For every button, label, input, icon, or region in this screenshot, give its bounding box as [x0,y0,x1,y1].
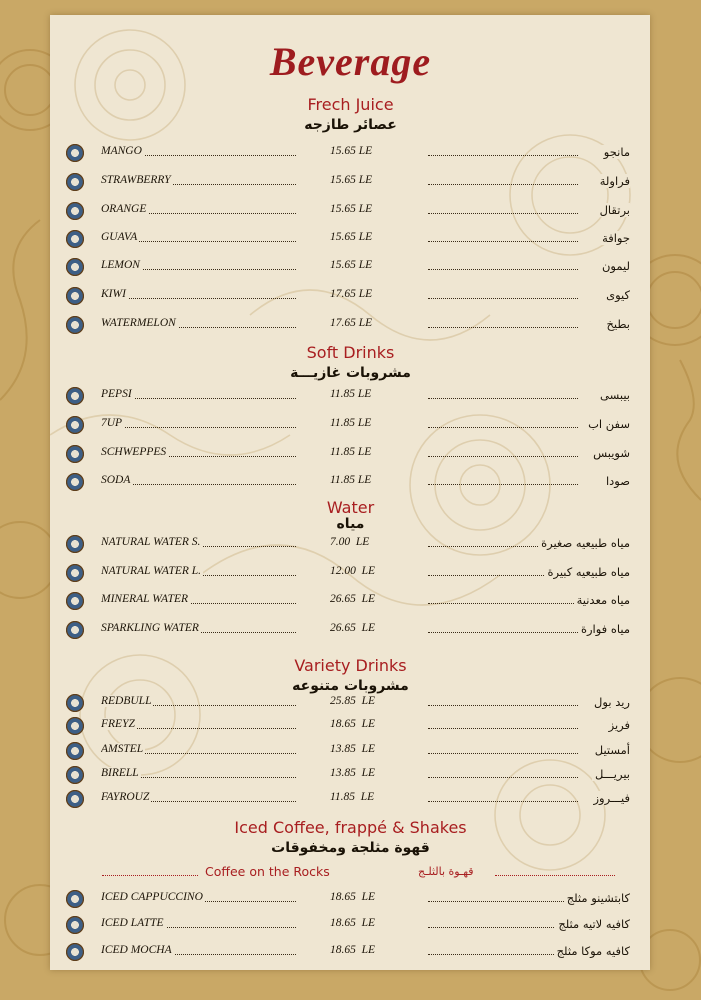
item-price: 13.85 LE [330,743,376,755]
item-name-arabic: مانجو [601,145,630,159]
leader-dots-arabic [428,241,578,242]
menu-item-pepsi [0,387,701,407]
emblem-icon [66,717,84,735]
leader-dots-arabic [428,398,578,399]
section-title-soft-drinks-arabic: مشروبات غازيـــة [290,365,411,381]
item-name-arabic: كيوى [603,288,630,302]
emblem-icon [66,144,84,162]
item-name: ICED MOCHA [101,944,172,956]
menu-item-watermelon [0,316,701,336]
item-name-arabic: مياه معدنية [574,593,630,607]
item-name: LEMON [101,259,140,271]
menu-item-iced-mocha [0,943,701,963]
leader-dots-arabic [428,484,578,485]
item-price: 11.85 LE [330,388,372,400]
section-title-water: Water [326,498,375,517]
leader-dots [101,427,296,428]
menu-item-fayrouz [0,790,701,810]
leader-dots-arabic [428,603,578,604]
item-name: 7UP [101,417,123,429]
section-title-fresh-juice: Frech Juice [307,95,394,114]
item-name-arabic: سفن اب [585,417,630,431]
item-price: 18.65 LE [330,917,376,929]
item-name: MINERAL WATER [101,593,189,605]
item-price: 18.65 LE [330,718,376,730]
item-name-arabic: بطيخ [603,317,630,331]
section-title-soft-drinks: Soft Drinks [306,343,395,362]
menu-item-orange [0,202,701,222]
menu-item-mango [0,144,701,164]
leader-dots-arabic [428,327,578,328]
emblem-icon [66,790,84,808]
item-name-arabic: أمستيل [592,743,630,757]
menu-item-redbull [0,694,701,714]
menu-item-sparkling-water [0,621,701,641]
menu-item-iced-latte [0,916,701,936]
item-price: 15.65 LE [330,203,373,215]
menu-item-natural-water-l [0,564,701,584]
emblem-icon [66,943,84,961]
item-price: 11.85 LE [330,446,372,458]
emblem-icon [66,258,84,276]
emblem-icon [66,202,84,220]
item-name: ICED LATTE [101,917,164,929]
emblem-icon [66,694,84,712]
item-name: REDBULL [101,695,152,707]
item-name: BIRELL [101,767,139,779]
subheading-dots-left [102,875,198,876]
item-price: 13.85 LE [330,767,376,779]
item-name-arabic: كافيه موكا مثلج [554,944,630,958]
emblem-icon [66,473,84,491]
item-name-arabic: فيـــروز [590,791,630,805]
emblem-icon [66,316,84,334]
item-price: 18.65 LE [330,891,376,903]
menu-item-iced-cappuccino [0,890,701,910]
item-name: PEPSI [101,388,132,400]
menu-item-lemon [0,258,701,278]
item-price: 17.65 LE [330,317,373,329]
emblem-icon [66,916,84,934]
item-price: 15.65 LE [330,259,373,271]
leader-dots-arabic [428,213,578,214]
item-name-arabic: ليمون [599,259,630,273]
emblem-icon [66,592,84,610]
leader-dots-arabic [428,155,578,156]
menu-item-mineral-water [0,592,701,612]
item-name-arabic: شويبس [590,446,630,460]
item-name-arabic: كابتشينو مثلج [564,891,630,905]
emblem-icon [66,230,84,248]
item-price: 11.85 LE [330,474,372,486]
menu-item-kiwi [0,287,701,307]
item-name: KIWI [101,288,126,300]
item-price: 15.65 LE [330,231,373,243]
menu-item-soda [0,473,701,493]
leader-dots-arabic [428,632,578,633]
item-name: STRAWBERRY [101,174,171,186]
emblem-icon [66,387,84,405]
leader-dots-arabic [428,456,578,457]
item-name-arabic: ريد بول [591,695,630,709]
item-name: ORANGE [101,203,147,215]
menu-item-guava [0,230,701,250]
menu-item-freyz [0,717,701,737]
item-name: FAYROUZ [101,791,150,803]
item-name: NATURAL WATER S. [101,536,201,548]
item-name-arabic: مياه طبيعيه صغيرة [538,536,630,550]
section-title-iced-coffee: Iced Coffee, frappé & Shakes [234,818,467,837]
section-title-fresh-juice-arabic: عصائر طازجه [304,117,397,133]
leader-dots-arabic [428,184,578,185]
emblem-icon [66,621,84,639]
menu-item-natural-water-s [0,535,701,555]
item-name-arabic: مياه فوارة [578,622,630,636]
menu-item-schweppes [0,445,701,465]
emblem-icon [66,890,84,908]
leader-dots-arabic [428,427,578,428]
section-title-variety-drinks: Variety Drinks [294,656,407,675]
item-name: WATERMELON [101,317,176,329]
leader-dots [101,298,296,299]
item-name: NATURAL WATER L. [101,565,202,577]
menu-item-strawberry [0,173,701,193]
item-price: 17.65 LE [330,288,373,300]
leader-dots-arabic [428,705,578,706]
item-name-arabic: بيبسى [597,388,630,402]
item-price: 15.65 LE [330,145,373,157]
subheading-coffee-on-the-rocks-arabic: قهـوة بالثلـج [418,865,474,878]
item-name-arabic: صودا [603,474,630,488]
item-name: SPARKLING WATER [101,622,199,634]
item-name-arabic: كافيه لاتيه مثلج [555,917,630,931]
item-name: SCHWEPPES [101,446,167,458]
item-name: ICED CAPPUCCINO [101,891,203,903]
item-name-arabic: فراولة [597,174,630,188]
item-name-arabic: جوافة [599,231,630,245]
item-price: 25.85 LE [330,695,376,707]
emblem-icon [66,766,84,784]
item-price: 7.00 LE [330,536,370,548]
menu-item-birell [0,766,701,786]
item-name-arabic: برتقال [597,203,630,217]
item-name-arabic: بيريـــل [592,767,630,781]
leader-dots-arabic [428,777,578,778]
subheading-dots-right [495,875,615,876]
section-title-iced-coffee-arabic: قهوة مثلجة ومخفوقات [271,840,430,856]
leader-dots-arabic [428,801,578,802]
menu-item-7up [0,416,701,436]
emblem-icon [66,535,84,553]
emblem-icon [66,742,84,760]
item-name: GUAVA [101,231,138,243]
item-name: AMSTEL [101,743,144,755]
leader-dots-arabic [428,298,578,299]
item-price: 11.85 LE [330,417,372,429]
item-name-arabic: مياه طبيعيه كبيرة [544,565,630,579]
subheading-coffee-on-the-rocks: Coffee on the Rocks [205,864,330,879]
item-name: FREYZ [101,718,135,730]
emblem-icon [66,173,84,191]
section-title-water-arabic: مياه [336,516,365,532]
item-price: 15.65 LE [330,174,373,186]
leader-dots-arabic [428,753,578,754]
item-price: 26.65 LE [330,622,376,634]
item-name: MANGO [101,145,142,157]
item-price: 18.65 LE [330,944,376,956]
item-price: 26.65 LE [330,593,376,605]
leader-dots-arabic [428,901,578,902]
leader-dots-arabic [428,728,578,729]
leader-dots-arabic [428,269,578,270]
item-price: 11.85 LE [330,791,375,803]
emblem-icon [66,564,84,582]
menu-item-amstel [0,742,701,762]
menu-title: Beverage [269,39,432,84]
emblem-icon [66,416,84,434]
section-title-variety-drinks-arabic: مشروبات متنوعه [292,678,409,694]
item-price: 12.00 LE [330,565,376,577]
emblem-icon [66,445,84,463]
emblem-icon [66,287,84,305]
item-name-arabic: فريز [606,718,630,732]
item-name: SODA [101,474,131,486]
